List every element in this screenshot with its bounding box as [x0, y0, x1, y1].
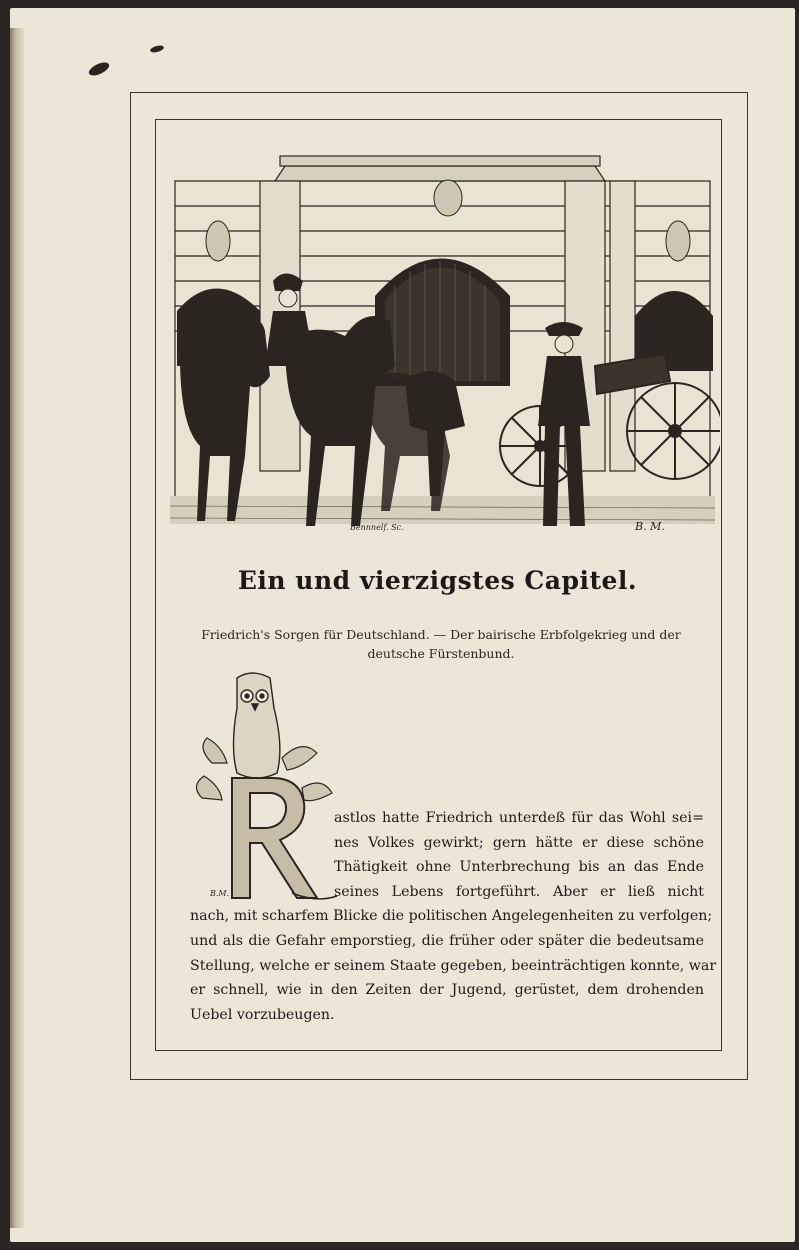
body-line: Stellung, welche er seinem Staate gegeben, beeinträchtigen konnte, war	[190, 957, 717, 974]
body-line: nes Volkes gewirkt; gern hätte er diese schöne	[334, 834, 704, 851]
ink-smudge	[149, 44, 164, 53]
body-line: seines Lebens fortgeführt. Aber er ließ nicht	[334, 883, 704, 900]
header-engraving	[165, 126, 720, 536]
page-edge	[10, 28, 24, 1228]
engraver-signature: Bennnelf. Sc.	[350, 523, 404, 532]
body-line: astlos hatte Friedrich unterdeß für das Wohl sei=	[334, 810, 704, 826]
svg-text:B.M.: B.M.	[210, 889, 230, 898]
chapter-body	[190, 806, 717, 1027]
chapter-subtitle: Friedrich's Sorgen für Deutschland. — Der bairische Erbfolgekrieg und der deutsche Fürstenbund.	[201, 627, 681, 661]
artist-signature: B. M.	[635, 520, 665, 533]
body-line: nach, mit scharfem Blicke die politischen Angelegenheiten zu verfolgen;	[190, 908, 713, 925]
book-page	[10, 8, 795, 1242]
body-line: Thätigkeit ohne Unterbrechung bis an das Ende	[334, 859, 704, 876]
ink-smudge	[87, 60, 111, 78]
body-line: Uebel vorzubeugen.	[190, 1006, 335, 1023]
engraving-svg	[165, 126, 720, 536]
body-line: und als die Gefahr emporstieg, die früher oder später die bedeutsame	[190, 932, 704, 949]
chapter-title: Ein und vierzigstes Capitel.	[237, 566, 638, 595]
body-line: er schnell, wie in den Zeiten der Jugend, gerüstet, dem drohenden	[190, 982, 704, 999]
